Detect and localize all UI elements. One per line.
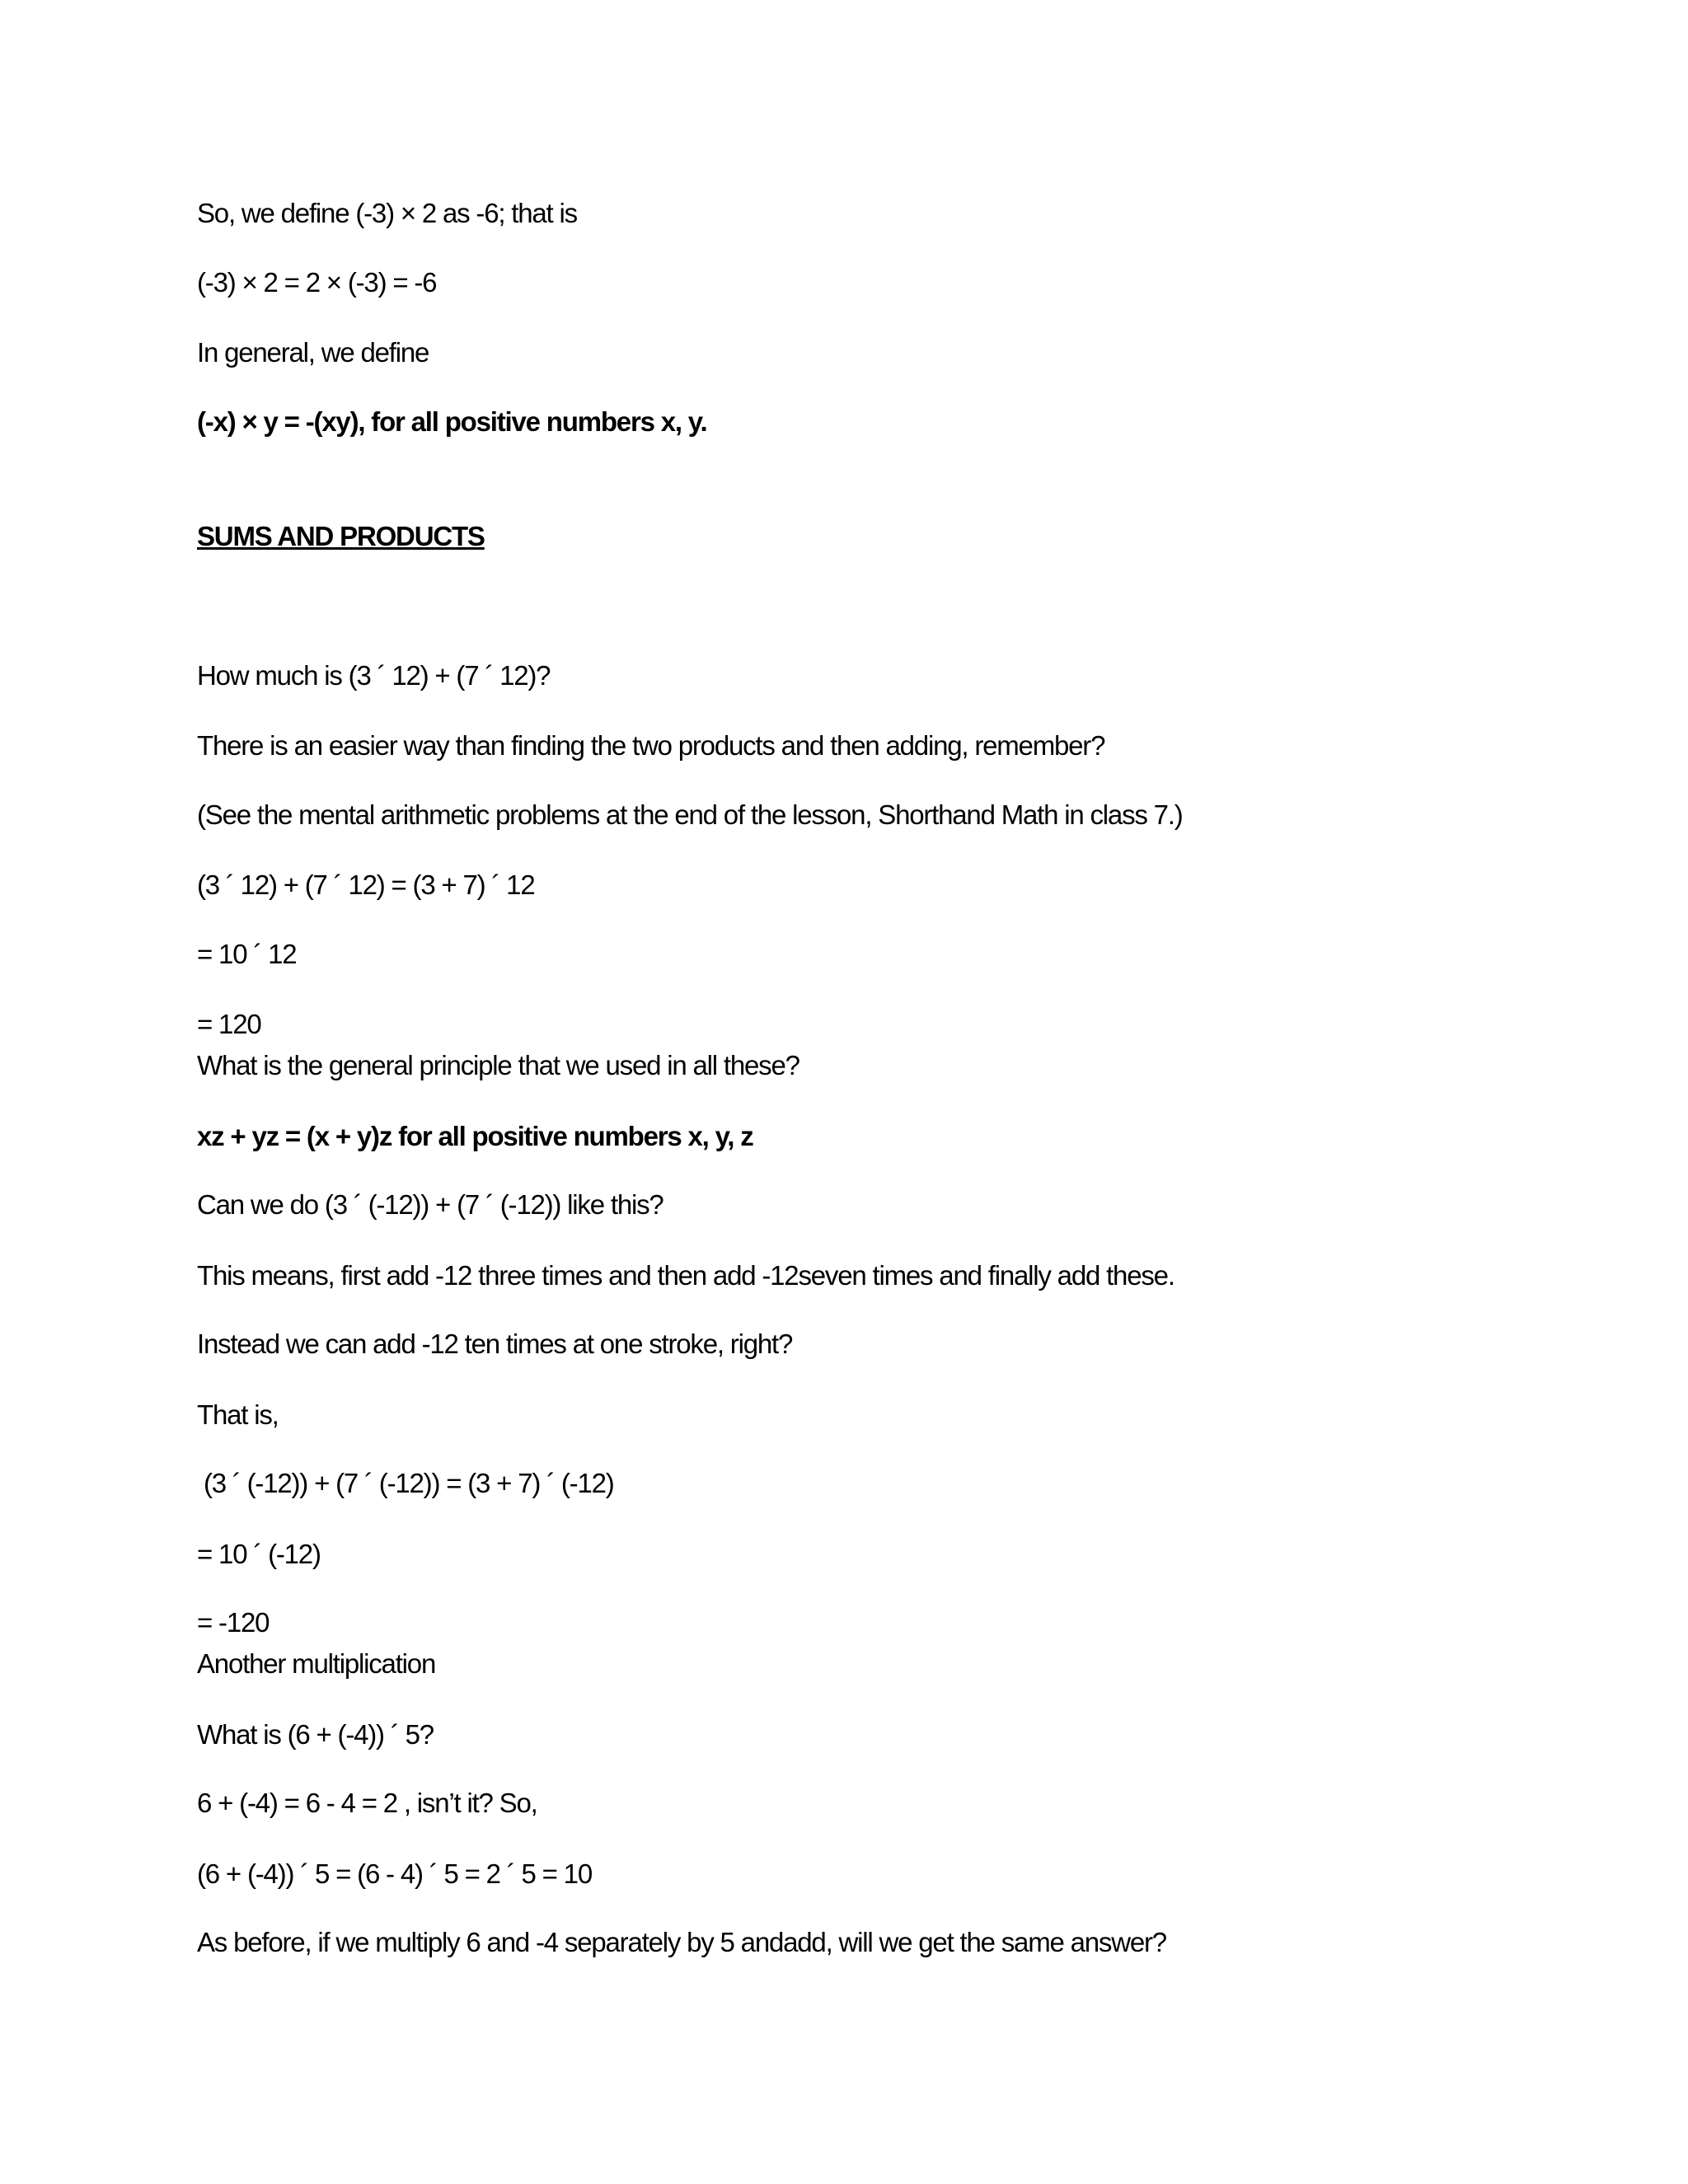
- definition-bold: (-x) × y = -(xy), for all positive numbers x, y.: [197, 406, 707, 437]
- text-line: So, we define (-3) × 2 as -6; that is: [197, 198, 577, 228]
- section-heading: SUMS AND PRODUCTS: [197, 521, 485, 551]
- text-line: (3 ´ 12) + (7 ´ 12) = (3 + 7) ´ 12: [197, 869, 535, 900]
- text-line: How much is (3 ´ 12) + (7 ´ 12)?: [197, 660, 551, 691]
- text-line: 6 + (-4) = 6 - 4 = 2 , isn’t it? So,: [197, 1788, 537, 1818]
- text-line: (6 + (-4)) ´ 5 = (6 - 4) ´ 5 = 2 ´ 5 = 10: [197, 1858, 592, 1889]
- text-line: = 10 ´ (-12): [197, 1539, 321, 1569]
- text-line: (See the mental arithmetic problems at the end of the lesson, Shorthand Math in class 7.): [197, 799, 1183, 830]
- text-line: This means, first add -12 three times and then add -12seven times and finally add these.: [197, 1260, 1175, 1291]
- principle-bold: xz + yz = (x + y)z for all positive numbers x, y, z: [197, 1121, 753, 1151]
- text-line: What is the general principle that we used in all these?: [197, 1050, 799, 1080]
- text-line: That is,: [197, 1399, 279, 1430]
- text-line: = -120: [197, 1607, 270, 1638]
- text-line: In general, we define: [197, 337, 429, 368]
- text-line: As before, if we multiply 6 and -4 separately by 5 andadd, will we get the same answer?: [197, 1927, 1166, 1957]
- text-line: What is (6 + (-4)) ´ 5?: [197, 1719, 434, 1750]
- text-line: Instead we can add -12 ten times at one stroke, right?: [197, 1329, 793, 1359]
- text-line: Another multiplication: [197, 1648, 436, 1679]
- text-line: = 10 ´ 12: [197, 939, 297, 969]
- text-line: = 120: [197, 1009, 261, 1039]
- text-line: Can we do (3 ´ (-12)) + (7 ´ (-12)) like this?: [197, 1189, 663, 1220]
- text-line: There is an easier way than finding the two products and then adding, remember?: [197, 730, 1105, 761]
- text-line: (3 ´ (-12)) + (7 ´ (-12)) = (3 + 7) ´ (-12): [197, 1468, 614, 1498]
- text-line: (-3) × 2 = 2 × (-3) = -6: [197, 267, 437, 298]
